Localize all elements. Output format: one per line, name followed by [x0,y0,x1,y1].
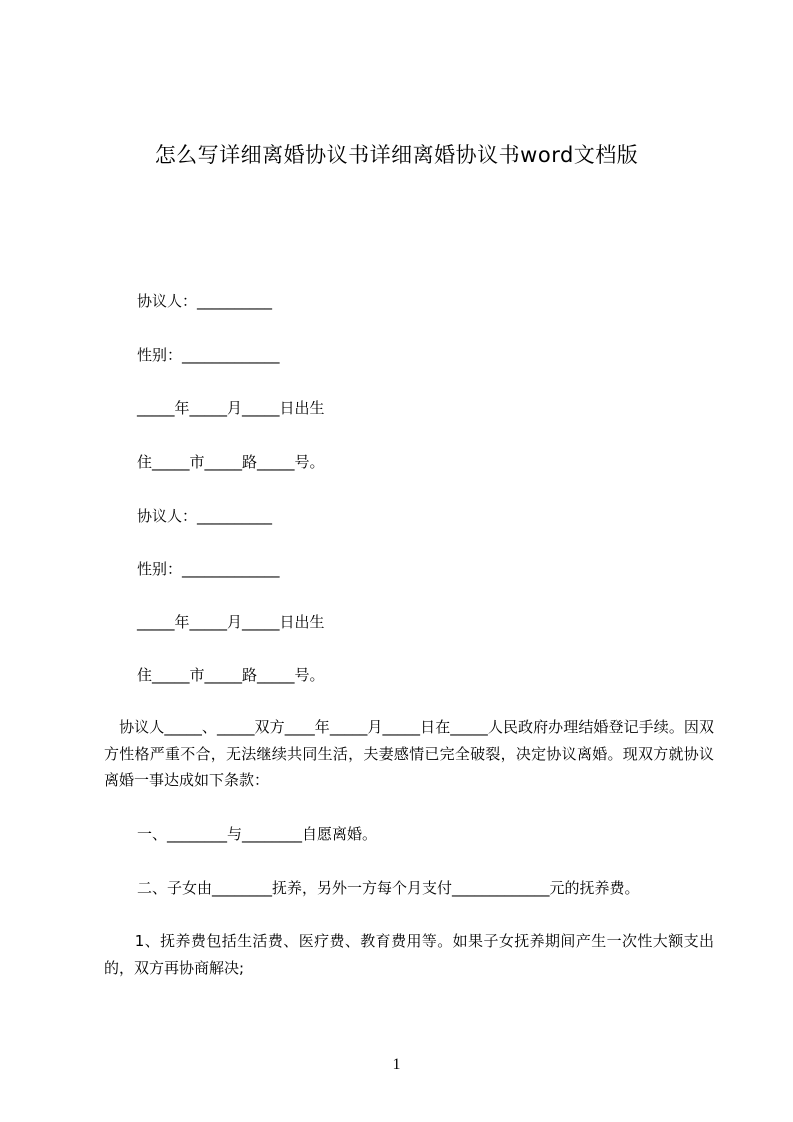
party2-name-line: 协议人：__________ [137,507,273,525]
intro-paragraph-text: 协议人_____、_____双方____年_____月_____日在_____人民政府办理结婚登记手续。因双方性格严重不合，无法继续共同生活，夫妻感情已完全破裂，决定协议离婚。现双方就协议离婚一事达成如下条款： [104,718,714,789]
party1-name-line: 协议人：__________ [137,292,273,310]
clause-2: 二、子女由________抚养，另外一方每个月支付_____________元的抚养费。 [137,879,640,897]
intro-paragraph [104,714,714,794]
party1-gender-line: 性别：_____________ [137,346,280,364]
clause-1: 一、________与________自愿离婚。 [137,825,378,843]
clause-2-item-1 [104,928,714,981]
clause-2-item-1-text: 1、抚养费包括生活费、医疗费、教育费用等。如果子女抚养期间产生一次性大额支出的，双方再协商解决; [104,932,714,977]
document-title: 怎么写详细离婚协议书详细离婚协议书word文档版 [154,143,639,167]
page-number: 1 [392,1056,401,1073]
party1-address-line: 住_____市_____路_____号。 [137,453,325,471]
party1-birth-line: _____年_____月_____日出生 [137,399,325,417]
party2-address-line: 住_____市_____路_____号。 [137,666,325,684]
party2-gender-line: 性别：_____________ [137,560,280,578]
party2-birth-line: _____年_____月_____日出生 [137,613,325,631]
